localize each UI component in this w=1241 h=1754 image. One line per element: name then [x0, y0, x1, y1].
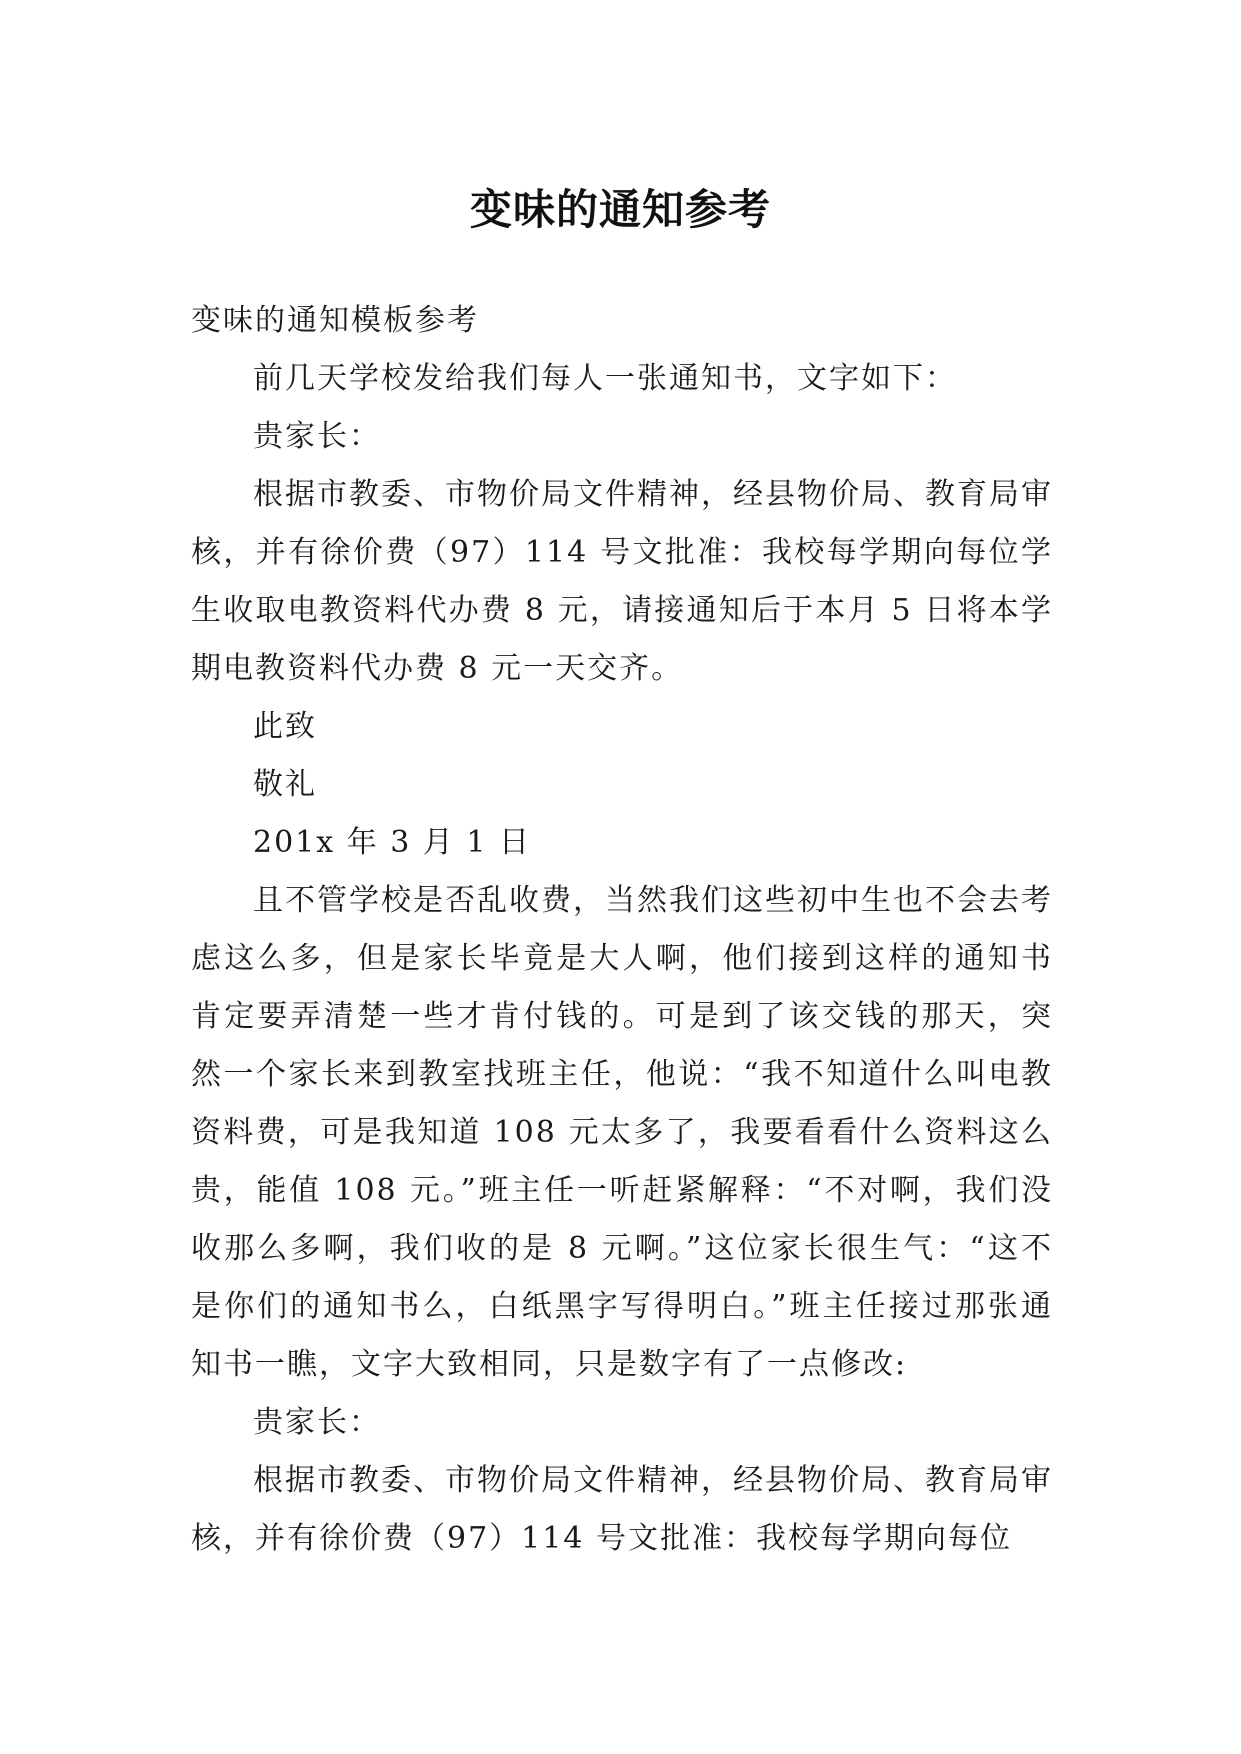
- paragraph-salutation-2: 贵家长：: [253, 1405, 381, 1440]
- paragraph-notice-body-2: 根据市教委、市物价局文件精神，经县物价局、教育局审核，并有徐价费（97）114 号文批准：我校每学期向每位: [191, 1463, 1053, 1556]
- document-body: [191, 292, 1053, 1568]
- paragraph-salutation: 贵家长：: [253, 419, 381, 454]
- paragraph-subtitle: 变味的通知模板参考: [191, 303, 479, 338]
- paragraph-regards: 敬礼: [253, 767, 317, 802]
- paragraph-closing: 此致: [253, 709, 317, 744]
- paragraph-intro: 前几天学校发给我们每人一张通知书，文字如下：: [253, 361, 957, 396]
- paragraph-date: 201x 年 3 月 1 日: [253, 825, 532, 860]
- paragraph-story: 且不管学校是否乱收费，当然我们这些初中生也不会去考虑这么多，但是家长毕竟是大人啊，他们接到这样的通知书肯定要弄清楚一些才肯付钱的。可是到了该交钱的那天，突然一个家长来到教室找班主任，他说：“我不知道什么叫电教资料费，可是我知道 108 元太多了，我要看看什么资料这么贵，能值 108 元。”班主任一听赶紧解释：“不对啊，我们没收那么多啊，我们收的是 8 元啊。”这位家长很生气：“这不是你们的通知书么，白纸黑字写得明白。”班主任接过那张通知书一瞧，文字大致相同，只是数字有了一点修改:: [191, 883, 1053, 1382]
- document-title: 变味的通知参考: [469, 185, 771, 235]
- paragraph-notice-body: 根据市教委、市物价局文件精神，经县物价局、教育局审核，并有徐价费（97）114 号文批准：我校每学期向每位学生收取电教资料代办费 8 元，请接通知后于本月 5 日将本学期电教资料代办费 8 元一天交齐。: [191, 477, 1053, 686]
